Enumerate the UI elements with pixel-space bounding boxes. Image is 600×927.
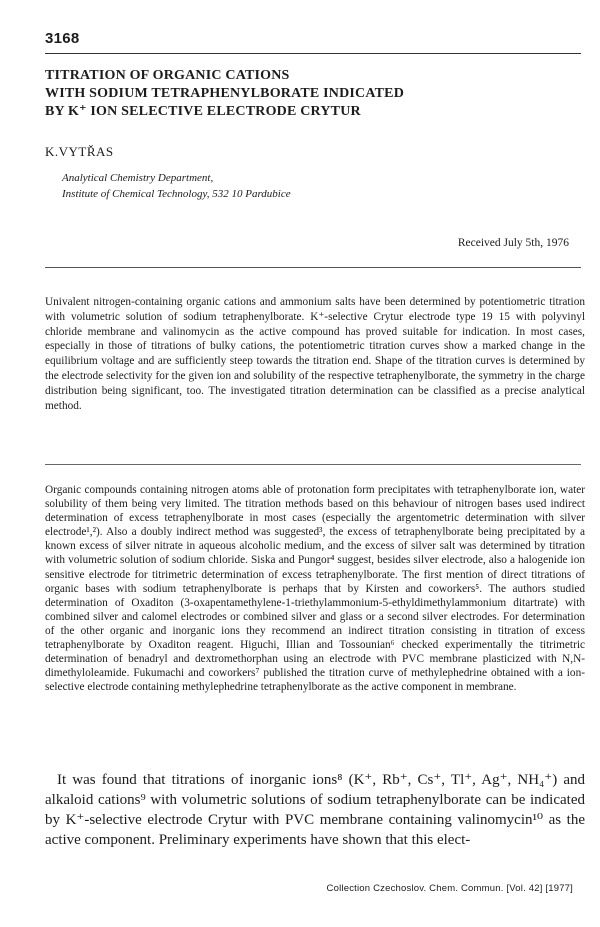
author-affiliation xyxy=(62,170,291,202)
body-paragraph-2: It was found that titrations of inorganic ions⁸ (K⁺, Rb⁺, Cs⁺, Tl⁺, Ag⁺, NH₄⁺) and alkaloid cations⁹ with volumetric solutions of sodium tetraphenylborate can be indicated by K⁺-selective electrode Crytur with PVC membrane containing valinomycin¹⁰ as the active component. Preliminary experiments have shown that this elect- xyxy=(45,772,585,848)
article-title xyxy=(45,67,565,121)
journal-footer: Collection Czechoslov. Chem. Commun. [Vol. 42] [1977] xyxy=(326,883,573,894)
received-date: Received July 5th, 1976 xyxy=(457,237,569,249)
affiliation-institute: Institute of Chemical Technology, 532 10 Pardubice xyxy=(62,188,291,200)
abstract-bottom-rule xyxy=(45,464,581,465)
body-paragraph-1: Organic compounds containing nitrogen atoms able of protonation form precipitates with tetraphenylborate ion, water solubility of them being very limited. The titration methods based on this behaviour of nitrogen bases used indirect determination of excess tetraphenylborate in most cases (especially the argentometric determination with silver electrode¹,²). Also a doubly indirect method was suggested³, the excess of tetraphenylborate being precipitated by a known excess of silver nitrate in aqueous alcoholic medium, and the excess of silver salt was determined by titration with volumetric solution of sodium chloride. Siska and Pungor⁴ suggest, besides silver electrode, also a halogenide ion sensitive electrode for titrimetric determination of excess tetraphenylborate. The first mention of direct titrations of organic bases with sodium tetraphenylborate is perhaps that by Kirsten and coworkers⁵. The authors studied determination of Oxaditon (3-oxapentamethylene-1-triethylammonium-5-ethyldimethylammonium ditartrate) with combined silver and calomel electrodes or combined silver and glass or a second silver electrodes. For determination of the other organic and inorganic ions they recommend an indirect titration consisting in titration of excess tetraphenylborate by Oxaditon reagent. Higuchi, Illian and Tossounian⁶ checked experimentally the titrimetric determination of benadryl and dextromethorphan using an electrode with PVC membrane plasticized with N,N-dimethyloleamide. Fukumachi and coworkers⁷ published the titration curve of methylephedrine obtained with a ion-selective electrode containing methylephedrine tetraphenylborate as the active component in membrane. xyxy=(45,484,585,694)
page-number: 3168 xyxy=(45,30,80,47)
author-name: K.VYTŘAS xyxy=(45,144,114,159)
abstract-text: Univalent nitrogen-containing organic cations and ammonium salts have been determined by potentiometric titration with volumetric solution of sodium tetraphenylborate. K⁺-selective Crytur electrode type 19 15 with polyvinyl chloride membrane and valinomycin as the active compound has proved suitable for indication. In most cases, especially in those of titrations of bulky cations, the potentiometric titration curves show a marked change in the equilibrium voltage and are sufficiently steep towards the titration end. Shape of the titration curves is determined by the electrode selectivity for the given ion and solubility of the respective tetraphenylborate, the symmetry in the charge distribution being significant, too. The investigated titration determination can be classified as a precise analytical method. xyxy=(45,296,585,412)
header-rule xyxy=(45,53,581,54)
title-line-3: BY K⁺ ION SELECTIVE ELECTRODE CRYTUR xyxy=(45,104,361,119)
title-line-1: TITRATION OF ORGANIC CATIONS xyxy=(45,68,290,83)
title-line-2: WITH SODIUM TETRAPHENYLBORATE INDICATED xyxy=(45,86,405,101)
abstract-top-rule xyxy=(45,267,581,268)
affiliation-department: Analytical Chemistry Department, xyxy=(62,172,214,184)
